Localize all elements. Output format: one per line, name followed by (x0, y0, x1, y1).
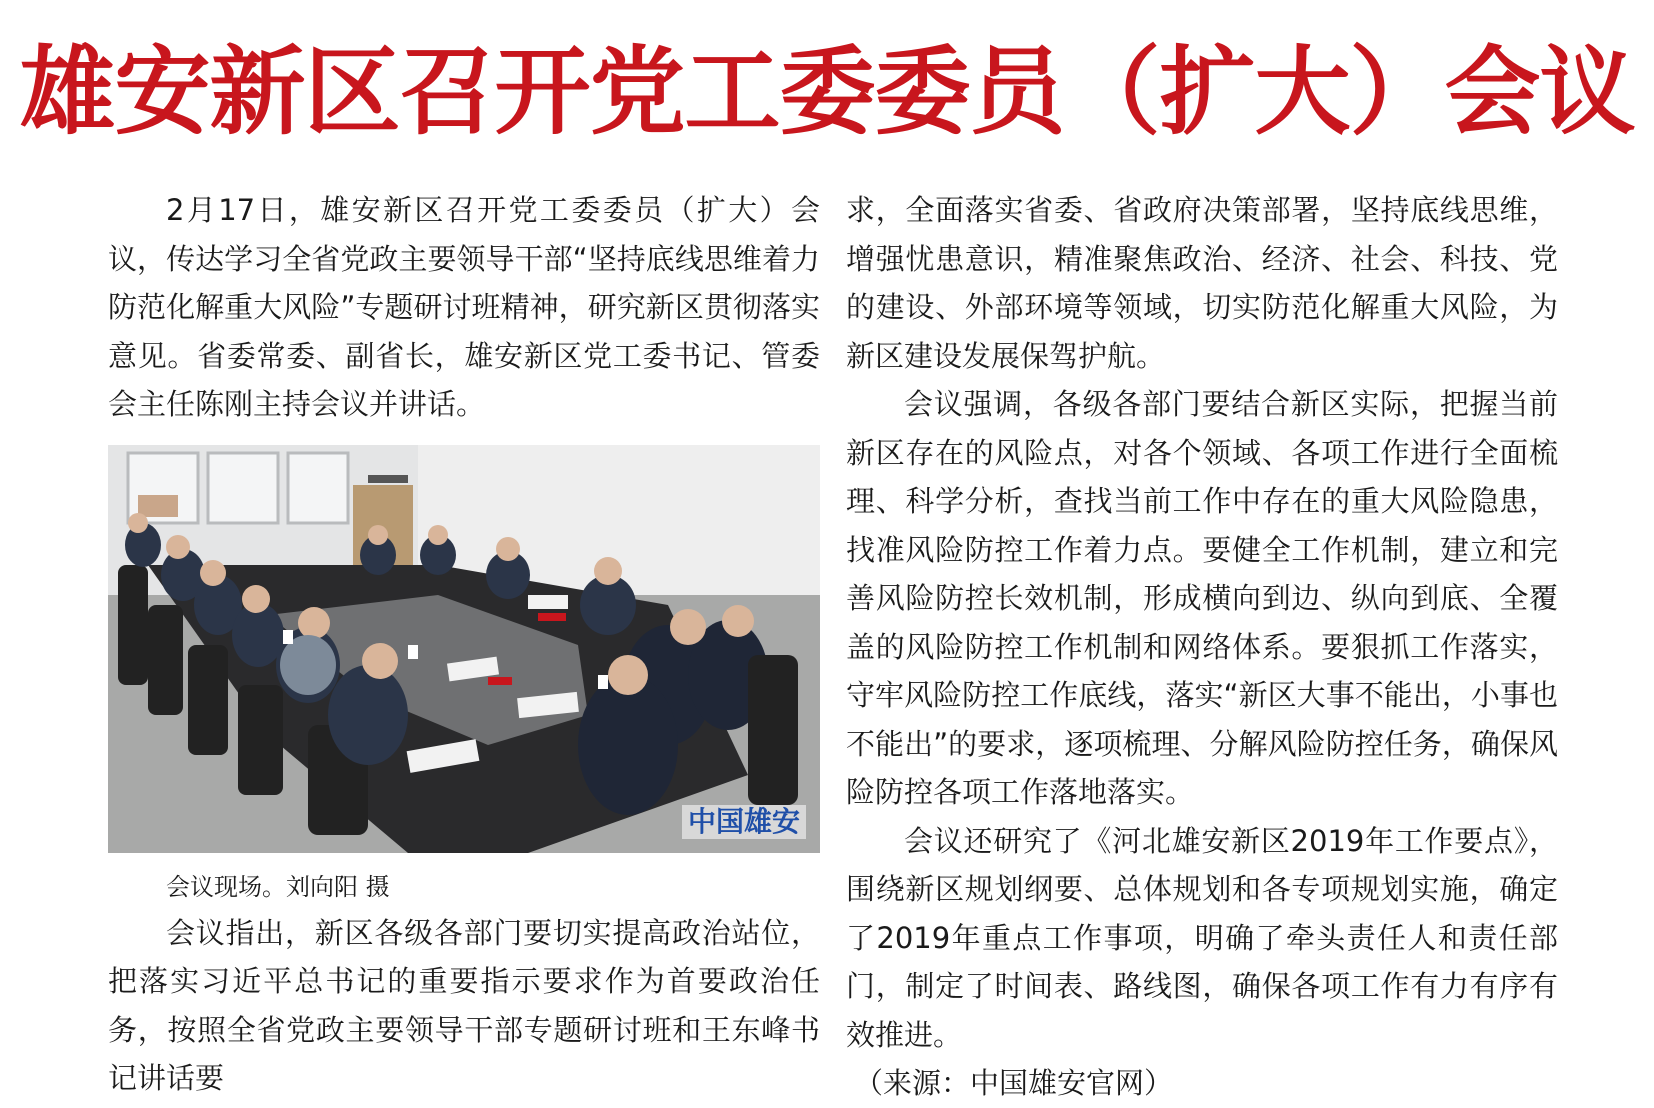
headline: 雄安新区召开党工委委员（扩大）会议 (19, 35, 1635, 148)
paragraph-point-1-continued: 求，全面落实省委、省政府决策部署，坚持底线思维，增强忧患意识，精准聚焦政治、经济、社会、科技、党的建设、外部环境等领域，切实防范化解重大风险，为新区建设发展保驾护航。 (846, 193, 1558, 373)
left-column (108, 186, 820, 1103)
photo-caption: 会议现场。刘向阳 摄 (166, 872, 390, 901)
paragraph-work-plan: 会议还研究了《河北雄安新区2019年工作要点》，围绕新区规划纲要、总体规划和各专项规划实施，确定了2019年重点工作事项，明确了牵头责任人和责任部门，制定了时间表、路线图，确保各项工作有力有序有效推进。 (846, 823, 1558, 1052)
xiongan-logo-watermark: 中国雄安 (682, 805, 806, 839)
paragraph-point-1: 会议指出，新区各级各部门要切实提高政治站位，把落实习近平总书记的重要指示要求作为首要政治任务，按照全省党政主要领导干部专题研讨班和王东峰书记讲话要 (108, 915, 820, 1095)
meeting-photo (108, 445, 820, 853)
right-column (846, 186, 1558, 1108)
paragraph-intro: 2月17日，雄安新区召开党工委委员（扩大）会议，传达学习全省党政主要领导干部“坚持底线思维着力防范化解重大风险”专题研讨班精神，研究新区贯彻落实意见。省委常委、副省长，雄安新区党工委书记、管委会主任陈刚主持会议并讲话。 (108, 193, 820, 421)
meeting-scene-illustration (108, 445, 820, 853)
paragraph-emphasis: 会议强调，各级各部门要结合新区实际，把握当前新区存在的风险点，对各个领域、各项工作进行全面梳理、科学分析，查找当前工作中存在的重大风险隐患，找准风险防控工作着力点。要健全工作机制，建立和完善风险防控长效机制，形成横向到边、纵向到底、全覆盖的风险防控工作机制和网络体系。要狠抓工作落实，守牢风险防控工作底线，落实“新区大事不能出，小事也不能出”的要求，逐项梳理、分解风险防控任务，确保风险防控各项工作落地落实。 (846, 387, 1558, 809)
source-note: （来源：中国雄安官网） (854, 1066, 1174, 1100)
